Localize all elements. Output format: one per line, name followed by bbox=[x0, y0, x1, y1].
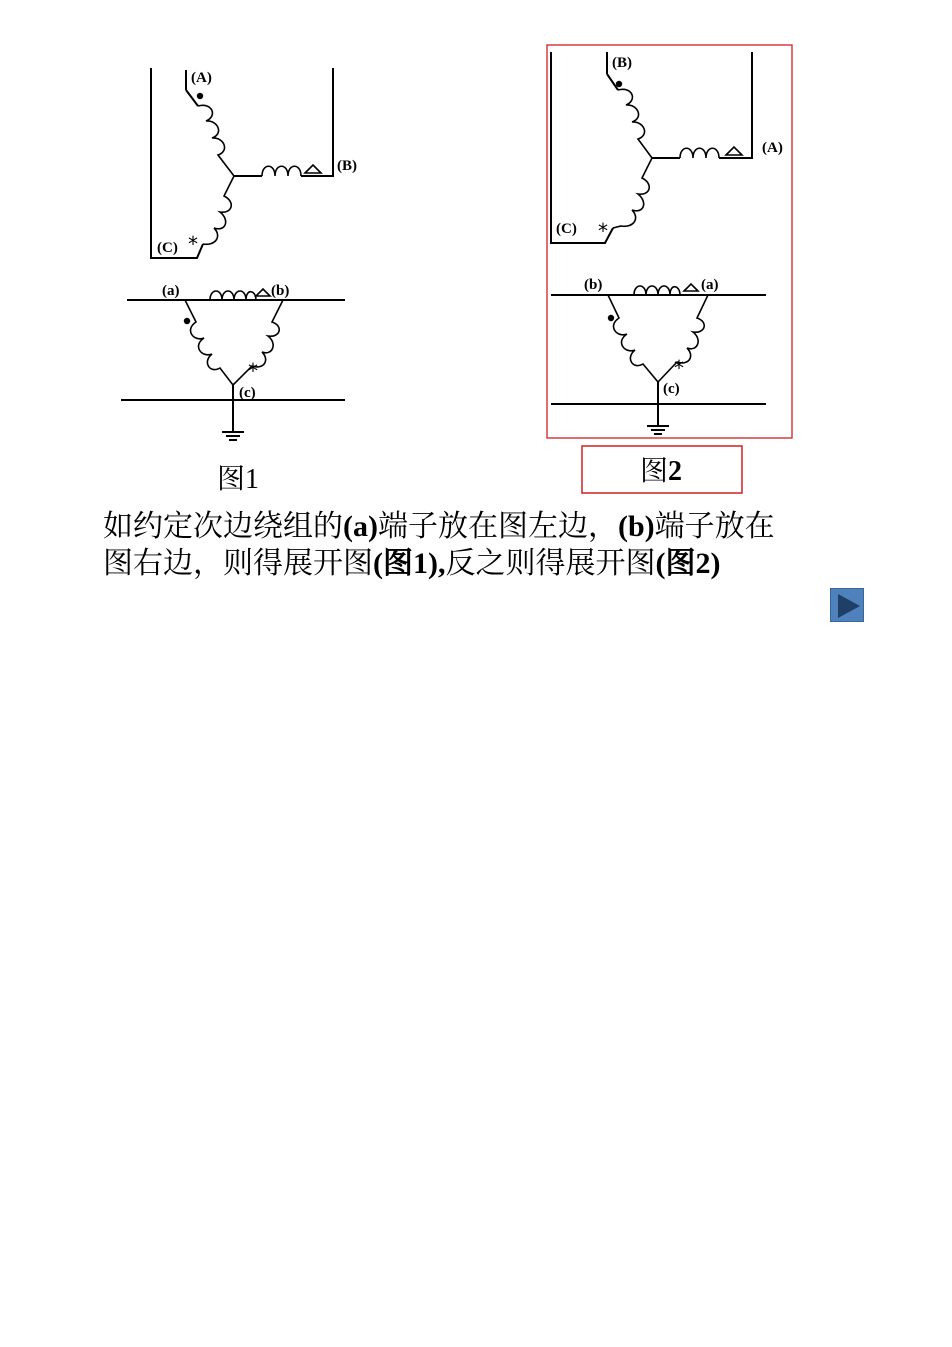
fig2-coil-C bbox=[613, 158, 652, 228]
fig2-terminal-a: (a) bbox=[701, 277, 719, 293]
fig2-caption-prefix: 图 bbox=[640, 456, 669, 487]
figure2 bbox=[547, 45, 792, 493]
fig2-highlight-frame bbox=[547, 45, 792, 438]
fig1-left-bus bbox=[151, 68, 203, 258]
fig1-terminal-C: (C) bbox=[157, 240, 178, 256]
fig1-caption: 图1 bbox=[217, 464, 260, 495]
desc-ref-fig2: (图2) bbox=[655, 547, 721, 580]
fig1-delta-triangle bbox=[256, 289, 270, 296]
fig1-delta-dot bbox=[184, 318, 190, 324]
fig2-terminal-A: (A) bbox=[762, 140, 783, 156]
fig1-coil-B bbox=[262, 166, 301, 176]
fig2-delta-dot bbox=[608, 315, 614, 321]
fig2-coil-ba bbox=[634, 286, 680, 295]
fig2-terminal-b: (b) bbox=[584, 277, 603, 293]
fig1-star-mark-secondary: * bbox=[248, 359, 258, 383]
figure1-star-winding bbox=[151, 68, 357, 258]
next-slide-button[interactable] bbox=[830, 588, 864, 622]
fig2-terminal-c: (c) bbox=[663, 381, 680, 397]
fig2-terminal-C: (C) bbox=[556, 221, 577, 237]
fig1-terminal-B: (B) bbox=[337, 158, 357, 174]
fig1-star-mark-primary: * bbox=[188, 232, 198, 256]
desc-line2-part1: 图右边，则得展开图 bbox=[103, 547, 373, 580]
figure1 bbox=[121, 68, 357, 495]
fig1-terminal-A: (A) bbox=[191, 70, 212, 86]
fig1-coil-ac bbox=[185, 300, 233, 385]
desc-line1-part1: 如约定次边绕组的 bbox=[103, 510, 343, 543]
desc-line1-part3: 端子放在 bbox=[654, 510, 775, 543]
desc-line2-part2: 反之则得展开图 bbox=[445, 547, 656, 580]
description-text bbox=[103, 508, 863, 582]
fig1-coil-C bbox=[203, 176, 234, 244]
fig2-right-bus bbox=[744, 52, 752, 158]
fig1-polarity-triangle bbox=[305, 165, 321, 173]
fig2-caption bbox=[640, 456, 682, 487]
figure2-star-winding bbox=[551, 52, 783, 243]
desc-term-a: (a) bbox=[343, 510, 378, 543]
fig2-star-mark-secondary: * bbox=[674, 356, 684, 380]
fig2-coil-B bbox=[618, 89, 652, 158]
figure1-delta-winding bbox=[121, 283, 345, 440]
desc-line1-part2: 端子放在图左边， bbox=[377, 510, 618, 543]
fig2-coil-A bbox=[680, 148, 719, 158]
fig2-star-mark-primary: * bbox=[598, 219, 608, 243]
fig1-coil-ab bbox=[210, 291, 256, 300]
fig2-coil-bc bbox=[608, 295, 658, 382]
fig2-polarity-triangle bbox=[726, 147, 742, 155]
desc-term-b: (b) bbox=[617, 510, 655, 543]
fig1-coil-bc bbox=[233, 300, 283, 385]
play-triangle-icon bbox=[831, 589, 865, 623]
fig2-caption-number: 2 bbox=[668, 456, 683, 487]
fig2-delta-triangle bbox=[684, 284, 698, 291]
fig1-terminal-b: (b) bbox=[271, 283, 290, 299]
figure2-delta-winding bbox=[551, 277, 766, 434]
desc-ref-fig1: (图1), bbox=[373, 547, 446, 580]
fig2-terminal-B: (B) bbox=[612, 55, 632, 71]
fig2-left-bus bbox=[551, 52, 613, 243]
fig1-polarity-dot bbox=[197, 93, 203, 99]
fig1-coil-A bbox=[198, 105, 234, 176]
fig1-terminal-a: (a) bbox=[162, 283, 180, 299]
fig1-right-bus bbox=[322, 68, 333, 176]
fig2-polarity-dot bbox=[616, 81, 622, 87]
fig1-terminal-c: (c) bbox=[239, 385, 256, 401]
